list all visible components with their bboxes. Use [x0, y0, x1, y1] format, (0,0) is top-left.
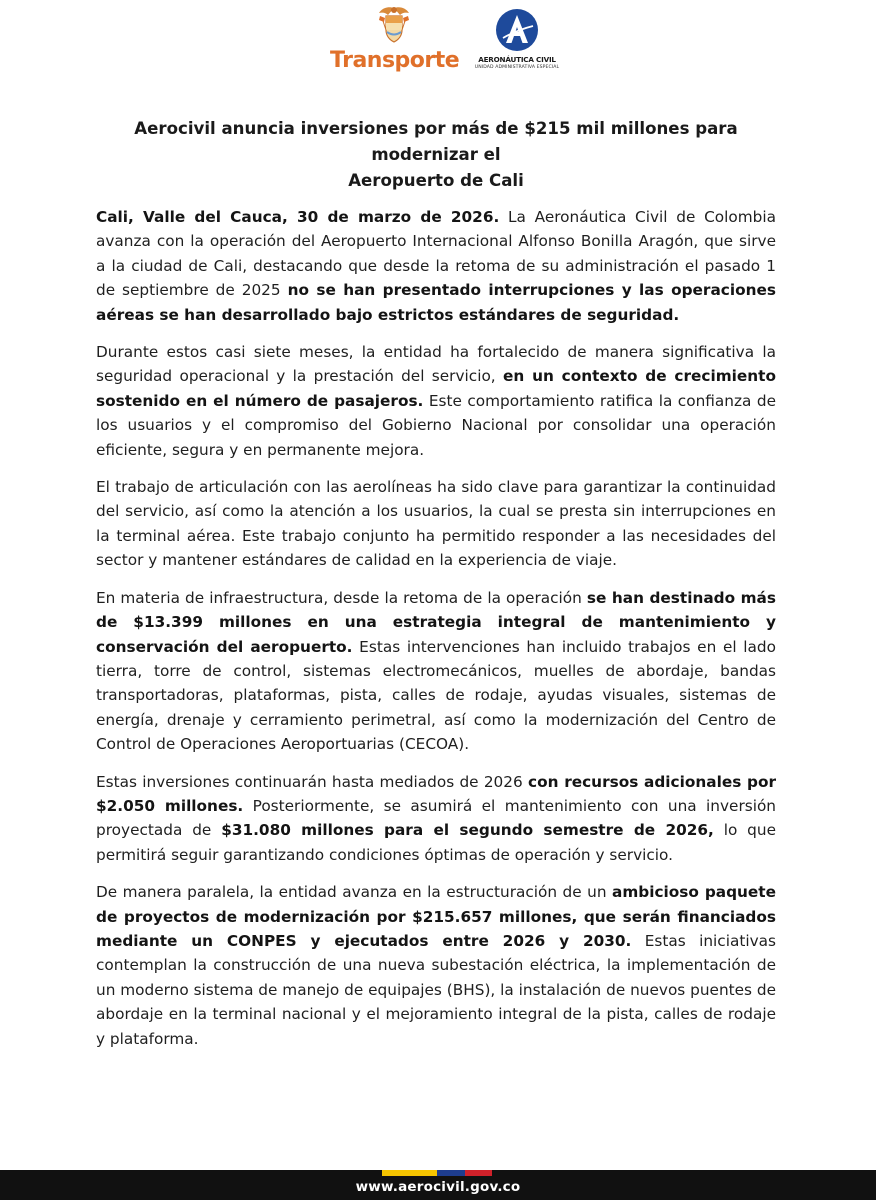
- body-text: De manera paralela, la entidad avanza en la estructuración de un: [96, 883, 612, 902]
- bold-text: Cali, Valle del Cauca, 30 de marzo de 2026.: [96, 208, 500, 226]
- page-footer: [0, 1160, 876, 1200]
- body-text: Posteriormente, se asumirá el mantenimiento con una inversión proyectada de: [96, 796, 777, 840]
- body-text: Estas inversiones continuarán hasta mediados de 2026: [96, 772, 529, 791]
- body-text: La Aeronáutica Civil de Colombia avanza con la operación del Aeropuerto Internacional Alfonso Bonilla Aragón, que sirve a la ciudad de Cali, destacando que desde la retoma de su administración el pasado 1 de septiembre de 2025: [96, 208, 776, 300]
- bold-text: ambicioso paquete de proyectos de modernización por $215.657 millones, que serán financiados mediante un CONPES y ejecutados entre 2026 y 2030.: [96, 883, 776, 950]
- body-text: El trabajo de articulación con las aerolíneas ha sido clave para garantizar la continuidad del servicio, así como la atención a los usuarios, la cual se presta sin interrupciones en la terminal aérea. Este trabajo conjunto ha permitido responder a las necesidades del sector y mantener estándares de calidad en la experiencia de viaje.: [96, 478, 776, 570]
- agency-name: AERONÁUTICA CIVIL: [478, 55, 556, 64]
- body-text: lo que permitirá seguir garantizando condiciones óptimas de operación y servicio.: [96, 821, 777, 864]
- article-paragraphs: [96, 205, 776, 1051]
- bold-text: con recursos adicionales por $2.050 millones.: [96, 772, 777, 815]
- aerocivil-logo: [472, 8, 562, 74]
- title-line-1: Aerocivil anuncia inversiones por más de $215 mil millones para modernizar el: [134, 119, 738, 164]
- aerocivil-a-icon: [495, 8, 539, 52]
- article-paragraph: [96, 205, 776, 327]
- website-link[interactable]: www.aerocivil.gov.co: [355, 1179, 521, 1195]
- article-paragraph: [96, 586, 776, 757]
- title-line-2: Aeropuerto de Cali: [348, 171, 524, 190]
- article-paragraph: [96, 340, 776, 462]
- bold-text: en un contexto de crecimiento sostenido en el número de pasajeros.: [96, 367, 776, 410]
- bold-text: $31.080 millones para el segundo semestre de 2026,: [221, 821, 714, 840]
- article-paragraph: [96, 475, 776, 573]
- page-header: [0, 0, 876, 82]
- body-text: En materia de infraestructura, desde la retoma de la operación: [96, 588, 587, 607]
- transporte-logo: [330, 4, 458, 76]
- ministry-name: Transporte: [330, 48, 460, 73]
- article-paragraph: [96, 770, 776, 868]
- bold-text: no se han presentado interrupciones y las operaciones aéreas se han desarrollado bajo estrictos estándares de seguridad.: [96, 281, 776, 324]
- body-text: Estas intervenciones han incluido trabajos en el lado tierra, torre de control, sistemas electromecánicos, muelles de abordaje, bandas transportadoras, plataformas, pista, calles de rodaje, ayudas visuales, sistemas de energía, drenaje y cerramiento perimetral, así como la modernización del Centro de Control de Operaciones Aeroportuarias (CECOA).: [96, 637, 776, 754]
- article-title: [96, 116, 776, 194]
- body-text: Este comportamiento ratifica la confianza de los usuarios y el compromiso del Gobierno Nacional por consolidar una operación eficiente, segura y en permanente mejora.: [96, 391, 776, 459]
- coat-of-arms-icon: [374, 4, 414, 46]
- article-body: [96, 116, 776, 1064]
- bold-text: se han destinado más de $13.399 millones en una estrategia integral de mantenimiento y conservación del aeropuerto.: [96, 588, 776, 656]
- body-text: Estas iniciativas contemplan la construcción de una nueva subestación eléctrica, la implementación de un moderno sistema de manejo de equipajes (BHS), la instalación de nuevos puentes de abordaje en la terminal nacional y el mejoramiento integral de la pista, calles de rodaje y plataforma.: [96, 931, 777, 1048]
- agency-subtitle: UNIDAD ADMINISTRATIVA ESPECIAL: [474, 65, 560, 70]
- article-paragraph: [96, 880, 776, 1051]
- body-text: Durante estos casi siete meses, la entidad ha fortalecido de manera significativa la seguridad operacional y la prestación del servicio,: [96, 343, 776, 386]
